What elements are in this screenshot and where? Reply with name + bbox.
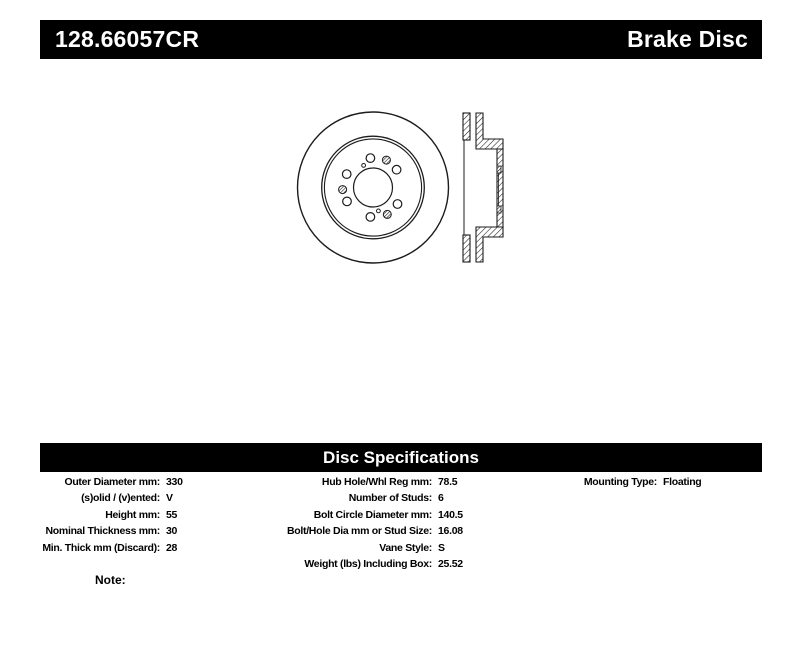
spec-label: Nominal Thickness mm: xyxy=(45,525,160,538)
spec-label: Min. Thick mm (Discard): xyxy=(42,541,160,554)
spec-header-title: Disc Specifications xyxy=(323,447,479,467)
spec-value: 30 xyxy=(166,525,178,538)
spec-value: 25.52 xyxy=(438,557,463,570)
hub-ring-outer xyxy=(322,136,425,239)
spec-column-left xyxy=(20,476,183,558)
spec-label: Weight (lbs) Including Box: xyxy=(304,557,432,570)
spec-label: Bolt Circle Diameter mm: xyxy=(313,508,432,521)
spec-label: Number of Studs: xyxy=(348,492,432,505)
spec-label: Mounting Type: xyxy=(583,476,657,488)
spec-label: Outer Diameter mm: xyxy=(64,476,160,488)
spec-label: (s)olid / (v)ented: xyxy=(81,492,160,505)
spec-column-right xyxy=(540,476,701,492)
spec-value: 330 xyxy=(166,476,183,488)
center-bore xyxy=(354,168,393,207)
spec-column-middle xyxy=(250,476,463,574)
spec-value: 16.08 xyxy=(438,525,463,538)
spec-row xyxy=(250,476,463,492)
spec-row xyxy=(20,509,183,525)
spec-row xyxy=(250,542,463,558)
product-title: Brake Disc xyxy=(627,26,748,52)
section-hat-wall xyxy=(497,149,503,227)
mounting-screw-holes xyxy=(339,156,392,218)
spec-row xyxy=(20,542,183,558)
spec-value: S xyxy=(438,541,445,554)
hub-ring-inner xyxy=(324,139,421,236)
section-bore-tick-top xyxy=(497,166,501,173)
rotor-outer-edge xyxy=(298,112,449,263)
spec-value: 6 xyxy=(438,492,444,505)
spec-value: Floating xyxy=(663,476,702,488)
stud-holes xyxy=(342,154,401,221)
header-bar xyxy=(40,20,762,59)
section-plate-bottom-left xyxy=(463,235,470,262)
spec-header-bar xyxy=(40,443,762,472)
spec-row xyxy=(250,558,463,574)
part-number: 128.66057CR xyxy=(55,26,200,52)
brake-disc-front-view xyxy=(298,112,449,263)
spec-value: 28 xyxy=(166,541,178,554)
spec-value: 78.5 xyxy=(438,476,458,488)
spec-row xyxy=(250,525,463,541)
spec-row xyxy=(20,525,183,541)
brake-disc-cross-section-view xyxy=(463,113,503,262)
spec-label: Vane Style: xyxy=(379,541,432,554)
spec-label: Bolt/Hole Dia mm or Stud Size: xyxy=(286,525,432,538)
spec-value: 140.5 xyxy=(438,508,463,521)
spec-row xyxy=(540,476,701,492)
section-plate-top-right xyxy=(476,113,503,149)
pin-holes xyxy=(362,164,381,213)
section-plate-top-left xyxy=(463,113,470,140)
spec-label: Hub Hole/Whl Reg mm: xyxy=(321,476,432,488)
spec-row xyxy=(20,492,183,508)
section-bore-tick-bottom xyxy=(497,206,501,213)
spec-row xyxy=(250,509,463,525)
spec-value: V xyxy=(166,492,173,505)
spec-row xyxy=(20,476,183,492)
spec-label: Height mm: xyxy=(105,508,160,521)
note-label: Note: xyxy=(95,573,126,587)
spec-value: 55 xyxy=(166,508,178,521)
spec-row xyxy=(250,492,463,508)
section-plate-bottom-right xyxy=(476,227,503,262)
